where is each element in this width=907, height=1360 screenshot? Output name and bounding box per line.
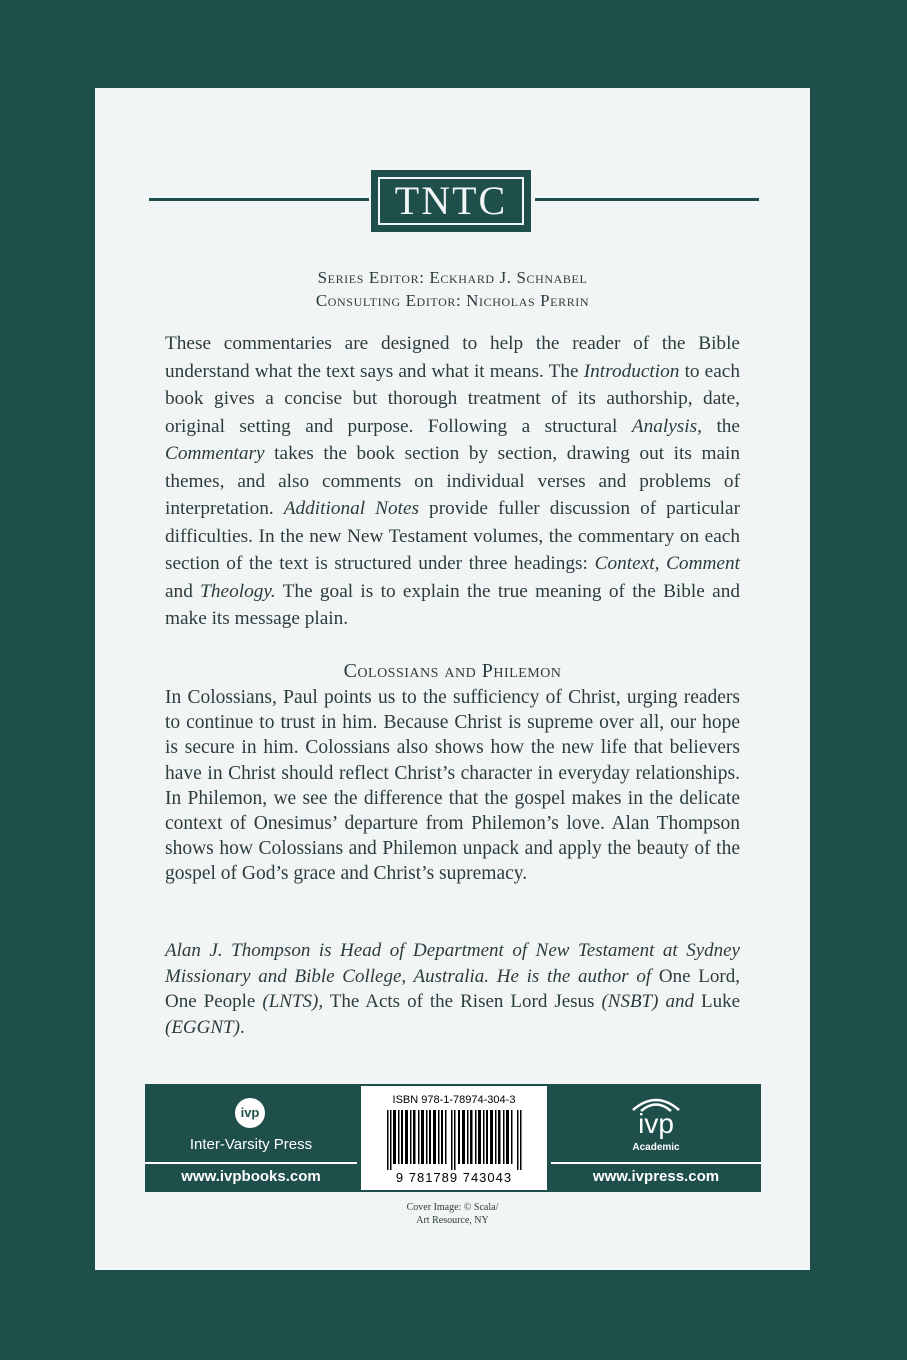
book-title: Colossians and Philemon <box>343 660 562 682</box>
credit-line-2: Art Resource, NY <box>416 1215 489 1226</box>
publisher-name: Inter-Varsity Press <box>189 1136 313 1153</box>
cover-image-credit <box>95 1201 810 1227</box>
series-description <box>165 330 740 633</box>
ivpress-url[interactable]: www.ivpress.com <box>592 1168 720 1185</box>
barcode-icon <box>385 1110 525 1170</box>
intro-text-1: These commentaries are designed to help the reader of the Bible understand what the text says and what it means. The <box>165 333 740 382</box>
author-bio-end: . <box>239 1016 245 1038</box>
author-series-2: (NSBT) and <box>601 991 694 1012</box>
author-series-1: (LNTS), <box>262 991 324 1012</box>
ivp-academic-logo: ivp <box>638 1108 674 1139</box>
intro-italic-4: Additional Notes <box>283 498 420 519</box>
intro-text-3: the <box>702 415 740 437</box>
header-rule-left <box>149 198 369 201</box>
isbn-number: ISBN 978-1-78974-304-3 <box>392 1094 516 1106</box>
barcode-digits: 9 781789 743043 <box>395 1170 513 1185</box>
credit-line-1: Cover Image: © Scala/ <box>406 1202 499 1213</box>
consulting-editor: Consulting Editor: Nicholas Perrin <box>315 291 590 310</box>
footer-divider-right <box>551 1162 761 1164</box>
series-logo-text: TNTC <box>378 177 524 225</box>
intro-italic-6: Theology. <box>200 580 276 602</box>
intro-text-4: takes the book section by section, drawing out its main themes, and also comments on individual verses and problems of interpretation. <box>165 443 740 519</box>
series-logo <box>371 170 531 232</box>
author-work-2: The Acts of the Risen Lord Jesus <box>323 991 602 1012</box>
author-series-3: (EGGNT) <box>165 1016 240 1038</box>
author-work-3: Luke <box>693 991 741 1012</box>
intro-italic-5: Context, Comment <box>594 553 740 574</box>
author-bio <box>165 938 740 1040</box>
ivp-uk-block <box>145 1084 357 1192</box>
isbn-barcode <box>361 1086 547 1190</box>
academic-label: Academic <box>632 1142 680 1153</box>
intro-text-2: to each book gives a concise but thorough treatment of its authorship, date, original setting and purpose. Following a structural <box>165 360 740 437</box>
back-cover-panel <box>95 88 810 1270</box>
ivp-academic-block <box>551 1084 761 1192</box>
header-rule-right <box>535 198 759 201</box>
footer-divider-left <box>145 1162 357 1164</box>
series-editor: Series Editor: Eckhard J. Schnabel <box>317 268 588 287</box>
ivp-logo-icon: ivp <box>235 1098 265 1128</box>
intro-italic-3: Commentary <box>165 443 265 464</box>
author-bio-text: Alan J. Thompson is Head of Department of New Testament at Sydney Missionary and Bible College, Australia. He is the author of <box>165 940 740 987</box>
editors-block <box>95 266 810 312</box>
ivpbooks-url[interactable]: www.ivpbooks.com <box>181 1168 321 1185</box>
intro-italic-2: Analysis, <box>631 415 702 437</box>
book-description: In Colossians, Paul points us to the sufficiency of Christ, urging readers to continue to trust in him. Because Christ is supreme over all, our hope is secure in him. Colossians also shows how the new life that believers have in Christ should reflect Christ’s character in everyday relationships. In Philemon, we see the difference that the gospel makes in the delicate context of Onesimus’ departure from Philemon’s love. Alan Thompson shows how Colossians and Philemon unpack and apply the beauty of the gospel of God’s grace and Christ’s supremacy. <box>165 687 740 885</box>
author-work-1: One Lord, One People <box>165 965 740 1012</box>
intro-text-5: provide fuller discussion of particular difficulties. In the new New Testament volumes, the commentary on each section of the text is structured under three headings: <box>165 498 741 574</box>
intro-text-6: and <box>165 580 201 602</box>
intro-text-7: The goal is to explain the true meaning of the Bible and make its message plain. <box>165 580 740 629</box>
publisher-footer <box>145 1084 761 1192</box>
intro-italic-1: Introduction <box>583 360 680 382</box>
